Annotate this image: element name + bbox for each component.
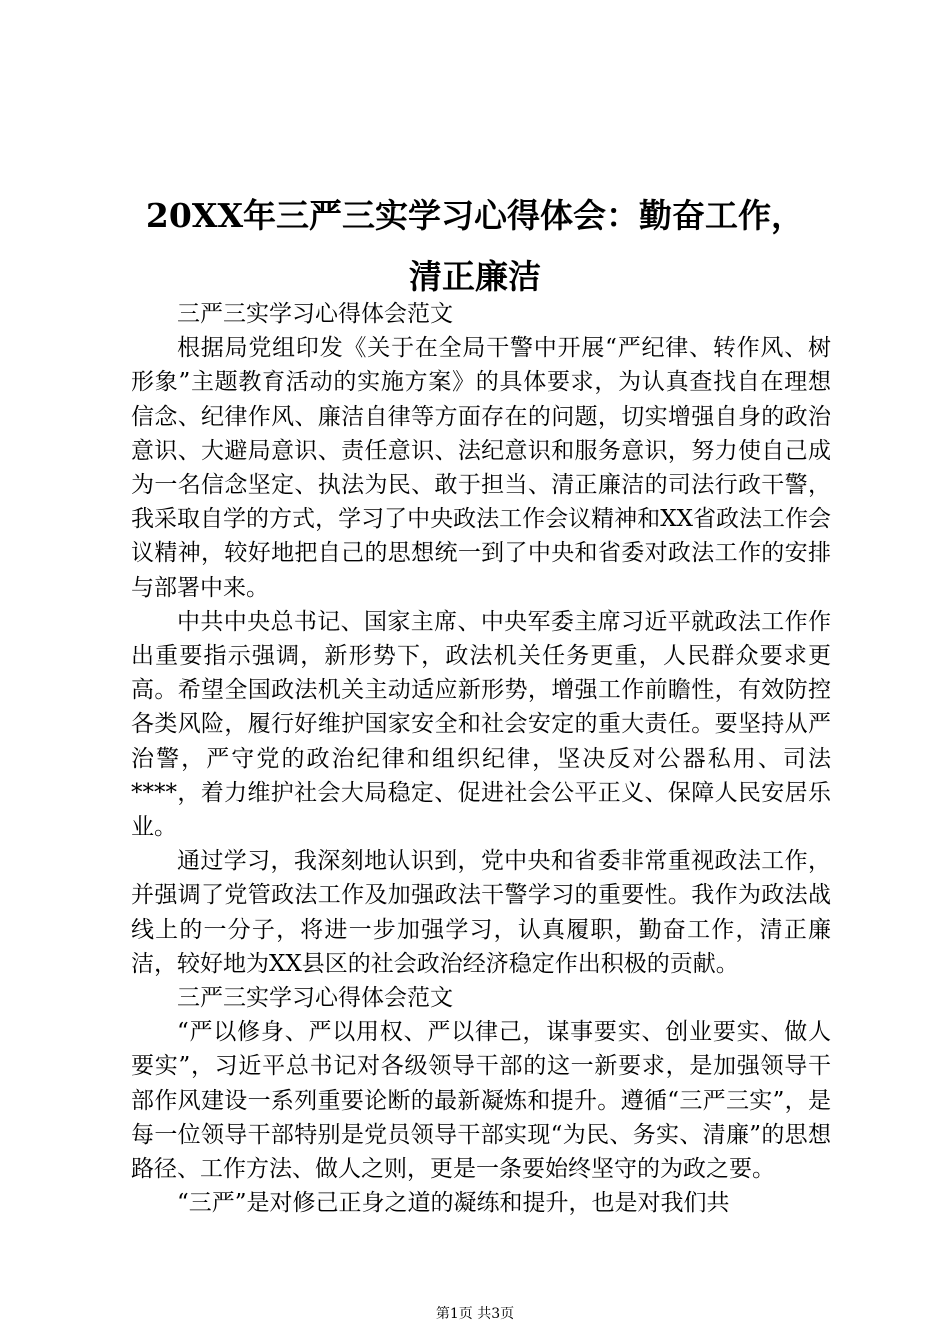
paragraph: “严以修身、严以用权、严以律己，谋事要实、创业要实、做人要实”，习近平总书记对各级领导干部的这一新要求，是加强领导干部作风建设一系列重要论断的最新凝炼和提升。遵循“三严三实”，是每一位领导干部特别是党员领导干部实现“为民、务实、清廉”的思想路径、工作方法、做人之则，更是一条要始终坚守的为政之要。 — [131, 1019, 831, 1183]
section-heading: 三严三实学习心得体会范文 — [177, 301, 453, 327]
paragraph: 中共中央总书记、国家主席、中央军委主席习近平就政法工作作出重要指示强调，新形势下，政法机关任务更重，人民群众要求更高。希望全国政法机关主动适应新形势，增强工作前瞻性，有效防控各类风险，履行好维护国家安全和社会安定的重大责任。要坚持从严治警，严守党的政治纪律和组织纪律，坚决反对公器私用、司法****，着力维护社会大局稳定、促进社会公平正义、保障人民安居乐业。 — [131, 608, 831, 841]
document-title — [100, 185, 850, 307]
page-footer: 第1页 共3页 — [435, 1306, 515, 1322]
paragraph: 通过学习，我深刻地认识到，党中央和省委非常重视政法工作，并强调了党管政法工作及加强政法干警学习的重要性。我作为政法战线上的一分子，将进一步加强学习，认真履职，勤奋工作，清正廉洁，较好地为XX县区的社会政治经济稳定作出积极的贡献。 — [131, 848, 831, 977]
title-line-1: 20XX年三严三实学习心得体会：勤奋工作， — [145, 196, 805, 235]
section-heading: 三严三实学习心得体会范文 — [177, 985, 453, 1012]
paragraph: “三严”是对修己正身之道的凝练和提升，也是对我们共 — [177, 1190, 730, 1217]
paragraph: 根据局党组印发《关于在全局干警中开展“严纪律、转作风、树形象”主题教育活动的实施方案》的具体要求，为认真查找自在理想信念、纪律作风、廉洁自律等方面存在的问题，切实增强自身的政治意识、大避局意识、责任意识、法纪意识和服务意识，努力使自己成为一名信念坚定、执法为民、敢于担当、清正廉洁的司法行政干警，我采取自学的方式，学习了中央政法工作会议精神和XX省政法工作会议精神，较好地把自己的思想统一到了中央和省委对政法工作的安排与部署中来。 — [131, 335, 831, 601]
document-body — [131, 297, 831, 1220]
title-line-2: 清正廉洁 — [409, 257, 541, 296]
